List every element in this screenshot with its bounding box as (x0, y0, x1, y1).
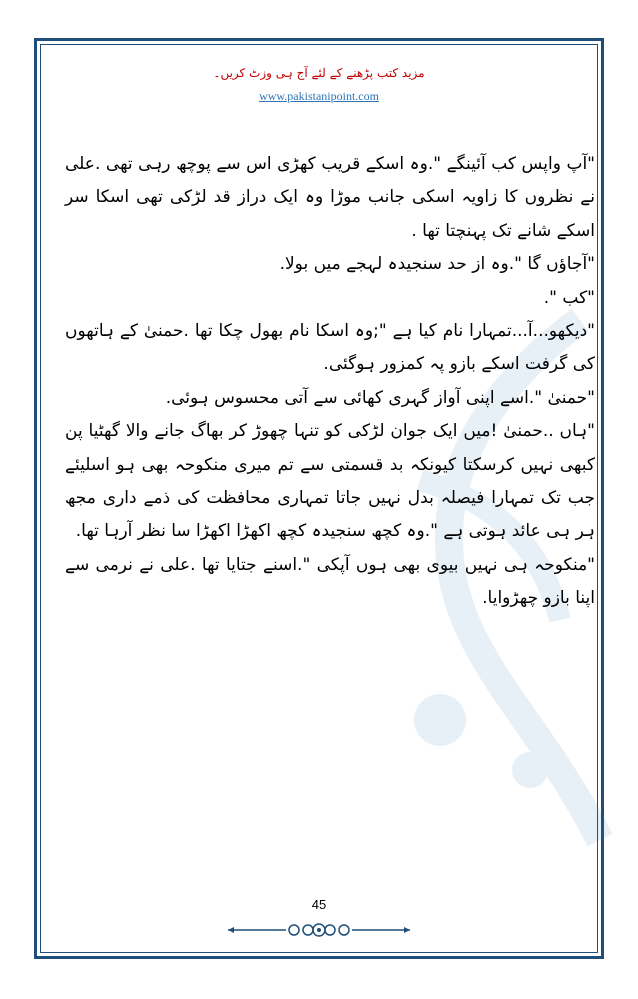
website-link[interactable]: www.pakistanipoint.com (259, 89, 379, 103)
paragraph: "آپ واپس کب آئینگے ".وہ اسکے قریب کھڑی اس سے پوچھ رہی تھی .علی نے نظروں کا زاویہ اسکی جانب موڑا وہ ایک دراز قد لڑکی تھی اسکا سر اسکے شانے تک پہنچتا تھا . (65, 154, 595, 241)
paragraph: "آجاؤں گا ".وہ از حد سنجیدہ لہجے میں بولا. (279, 254, 595, 275)
paragraph: "حمنیٰ ".اسے اپنی آواز گہری کھائی سے آتی محسوس ہوئی. (165, 387, 595, 408)
story-text (65, 148, 595, 616)
paragraph: "کب ". (543, 287, 595, 308)
paragraph: "دیکھو...آ...تمہارا نام کیا ہے ";وہ اسکا نام بھول چکا تھا .حمنیٰ کے ہاتھوں کی گرفت اسکے بازو پہ کمزور ہوگئی. (65, 321, 595, 375)
page-number: 45 (311, 897, 327, 912)
footer-ornament (228, 920, 410, 940)
paragraph: "ہاں ..حمنیٰ !میں ایک جوان لڑکی کو تنہا چھوڑ کر بھاگ جانے والا گھٹیا پن کبھی نہیں کرسکتا کیونکہ بد قسمتی سے تم میری منکوحہ بھی ہو اسلیئے جب تک تمہارا فیصلہ بدل نہیں جاتا تمہاری محافظت کی ذمے داری مجھ ہر ہی عائد ہوتی ہے ".وہ کچھ سنجیدہ کچھ اکھڑا اکھڑا سا نظر آرہا تھا. (65, 421, 595, 542)
promo-text: مزید کتب پڑھنے کے لئے آج ہی وزٹ کریں۔ (213, 66, 425, 80)
paragraph: "منکوحہ ہی نہیں بیوی بھی ہوں آپکی ".اسنے جتایا تھا .علی نے نرمی سے اپنا بازو چھڑوایا. (65, 554, 595, 609)
